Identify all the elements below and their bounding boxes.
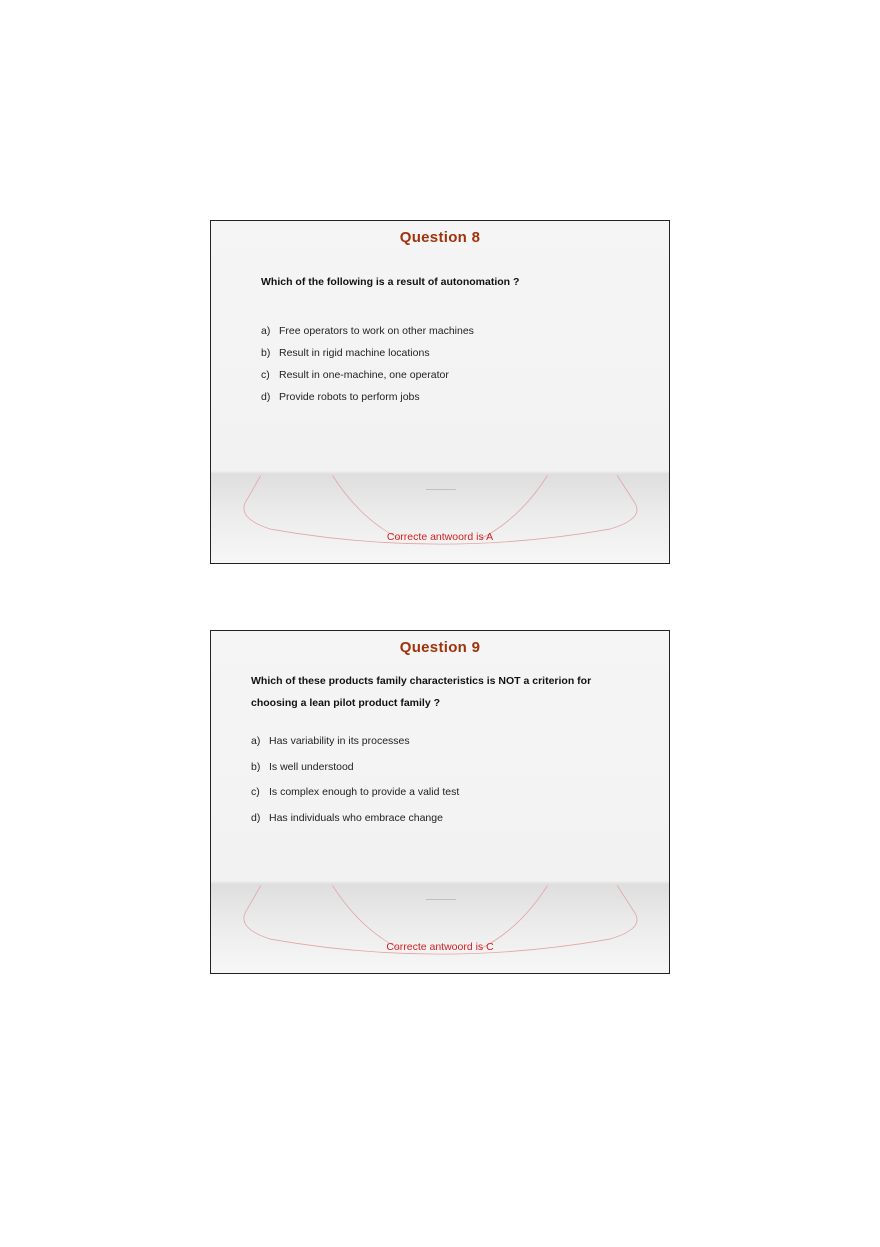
option-text: Has variability in its processes: [269, 735, 410, 747]
option-letter: c): [261, 369, 270, 381]
correct-answer: Correcte antwoord is C: [386, 941, 494, 953]
option-d: [261, 391, 474, 413]
correct-answer: Correcte antwoord is A: [386, 531, 494, 543]
question-line-2: choosing a lean pilot product family ?: [251, 697, 441, 709]
option-text: Is well understood: [269, 760, 354, 773]
option-text: Result in one-machine, one operator: [279, 369, 449, 381]
option-letter: a): [261, 325, 271, 337]
question-line-1: Which of these products family characteristics is NOT a criterion for: [251, 675, 592, 687]
slide-title: Question 8: [399, 229, 481, 246]
answer-options: [251, 735, 459, 837]
option-d: [251, 812, 459, 838]
slide-question-9: [210, 630, 670, 974]
question-text: [251, 670, 591, 714]
option-a: [261, 325, 474, 347]
option-letter: d): [251, 811, 261, 824]
option-text: Is complex enough to provide a valid test: [269, 786, 460, 798]
option-c: [261, 369, 474, 391]
option-b: [251, 761, 459, 787]
option-text: Has individuals who embrace change: [269, 811, 443, 824]
question-text: Which of the following is a result of autonomation ?: [261, 276, 520, 288]
answer-options: [261, 325, 474, 413]
option-letter: d): [261, 391, 271, 403]
slide-question-8: [210, 220, 670, 564]
option-b: [261, 347, 474, 369]
slide-title: Question 9: [399, 639, 481, 656]
option-text: Free operators to work on other machines: [279, 325, 474, 337]
option-text: Provide robots to perform jobs: [279, 391, 420, 403]
option-letter: b): [251, 760, 261, 773]
option-text: Result in rigid machine locations: [279, 347, 430, 359]
option-a: [251, 735, 459, 761]
option-letter: b): [261, 347, 271, 359]
option-letter: a): [251, 735, 261, 747]
option-letter: c): [251, 786, 260, 798]
option-c: [251, 786, 459, 812]
